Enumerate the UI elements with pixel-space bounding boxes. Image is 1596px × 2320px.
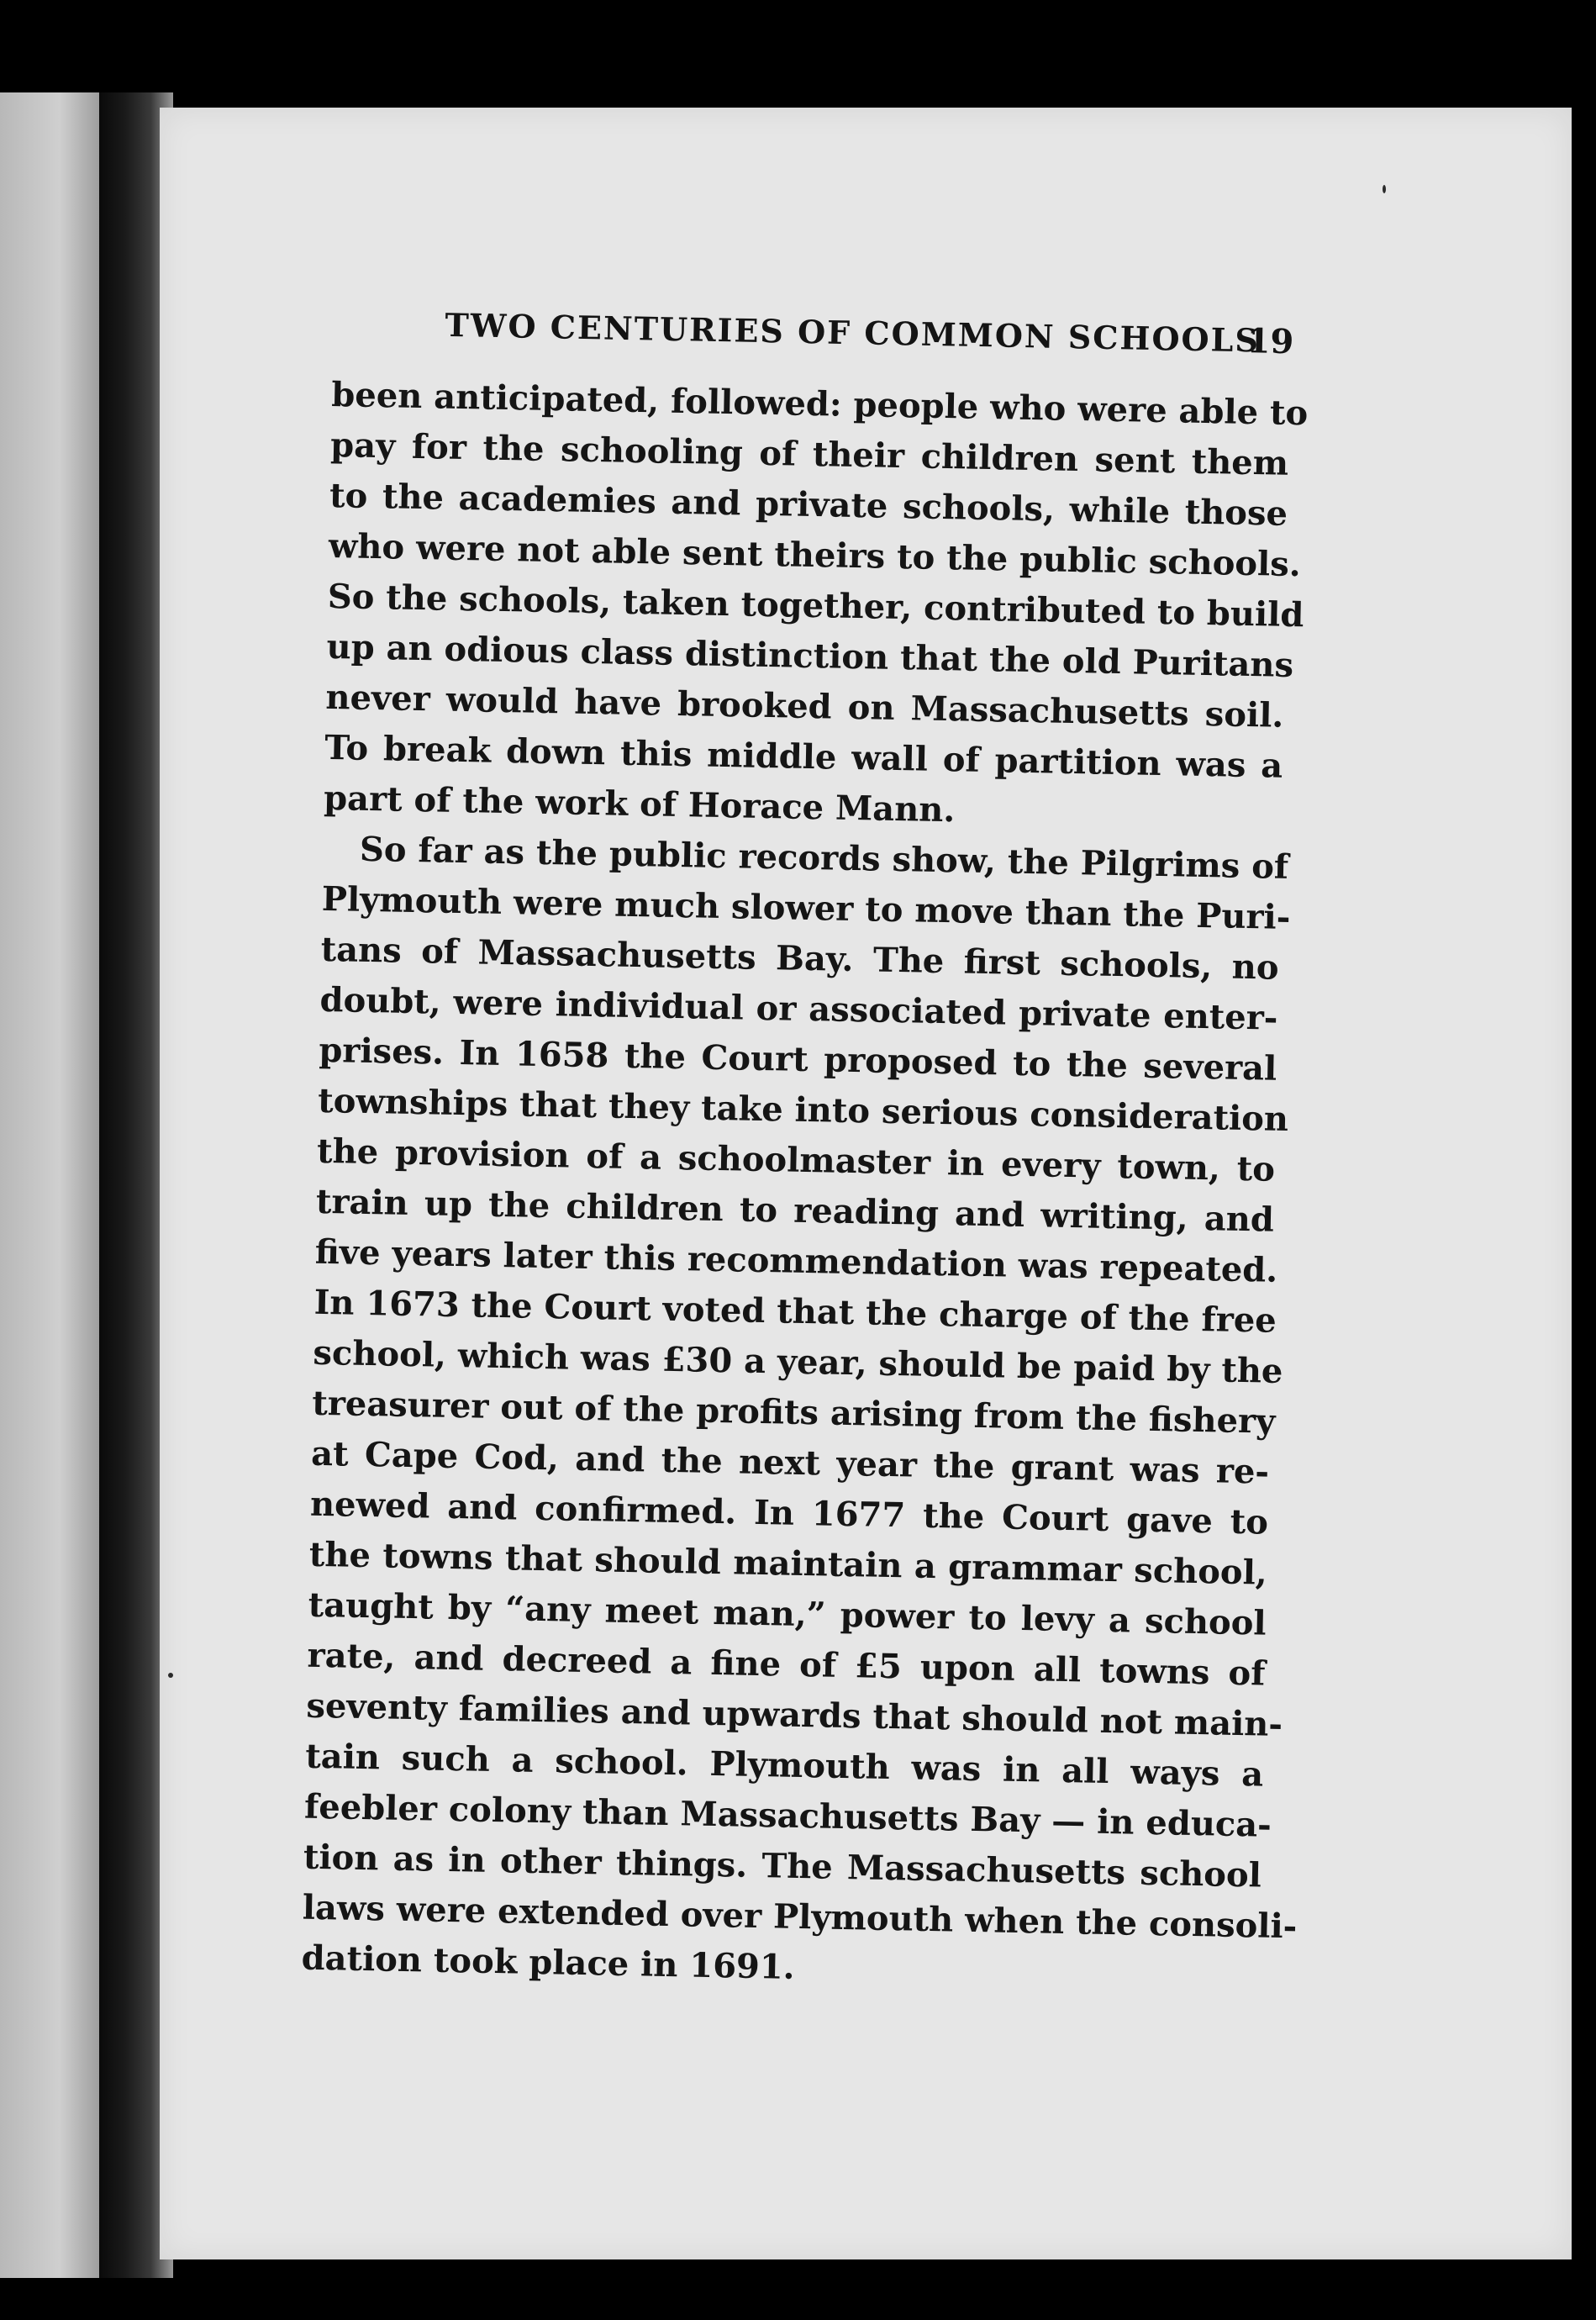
text-line: Plymouth were much slower to move than the Puri- [321,878,1291,938]
text-line: In 1673 the Court voted that the charge of the free [313,1282,1277,1341]
text-line: taught by “any meet man,” power to levy a school [308,1584,1267,1643]
text-line: tion as in other things. The Massachusetts school [303,1837,1262,1896]
text-line: at Cape Cod, and the next year the grant was re- [310,1433,1270,1492]
body-text [301,370,1309,2002]
paragraph [301,824,1298,2002]
text-line: who were not able sent theirs to the public schools. [328,525,1302,585]
text-line: school, which was £30 a year, should be paid by the [313,1332,1283,1391]
text-line: up an odious class distinction that the old Puritans [326,626,1294,686]
text-line: train up the children to reading and writing, and [315,1181,1275,1240]
paragraph [323,370,1309,842]
text-line: part of the work of Horace Mann. [323,778,956,830]
text-line: tans of Massachusetts Bay. The first schools, no [320,929,1280,988]
text-line: the provision of a schoolmaster in every town, to [316,1131,1276,1189]
text-line: townships that they take into serious consideration [317,1080,1289,1140]
text-line: prises. In 1658 the Court proposed to the several [319,1030,1277,1089]
text-line: been anticipated, followed: people who were able to [330,374,1309,434]
text-line: newed and confirmed. In 1677 the Court gave to [309,1484,1269,1542]
page-number: 19 [1246,321,1294,362]
text-line: doubt, were individual or associated private enter- [319,979,1278,1038]
text-line: So the schools, taken together, contributed to build [327,576,1304,635]
text-line: To break down this middle wall of partition was a [324,727,1283,786]
running-head-title: TWO CENTURIES OF COMMON SCHOOLS [445,305,1261,360]
text-line: never would have brooked on Massachusetts soil. [325,677,1284,736]
text-line: five years later this recommendation was repeated. [314,1231,1278,1290]
text-line: tain such a school. Plymouth was in all ways a [304,1736,1264,1795]
text-line: to the academies and private schools, while those [329,475,1288,534]
text-line: laws were extended over Plymouth when the consoli- [302,1887,1298,1947]
text-line: So far as the public records show, the Pilgrims of [359,829,1289,887]
text-line: pay for the schooling of their children sent them [329,424,1289,483]
scan-speck [1383,185,1386,193]
text-line: the towns that should maintain a grammar school, [308,1534,1268,1593]
text-line: seventy families and upwards that should not main- [306,1685,1283,1745]
scan-speck [168,1673,173,1678]
text-line: dation took place in 1691. [301,1938,796,1987]
text-line: treasurer out of the profits arising from the fishery [311,1383,1276,1442]
adjacent-page-edge [0,92,99,2278]
text-line: rate, and decreed a fine of £5 upon all towns of [307,1635,1266,1694]
text-line: feebler colony than Massachusetts Bay — in educa- [303,1786,1272,1845]
